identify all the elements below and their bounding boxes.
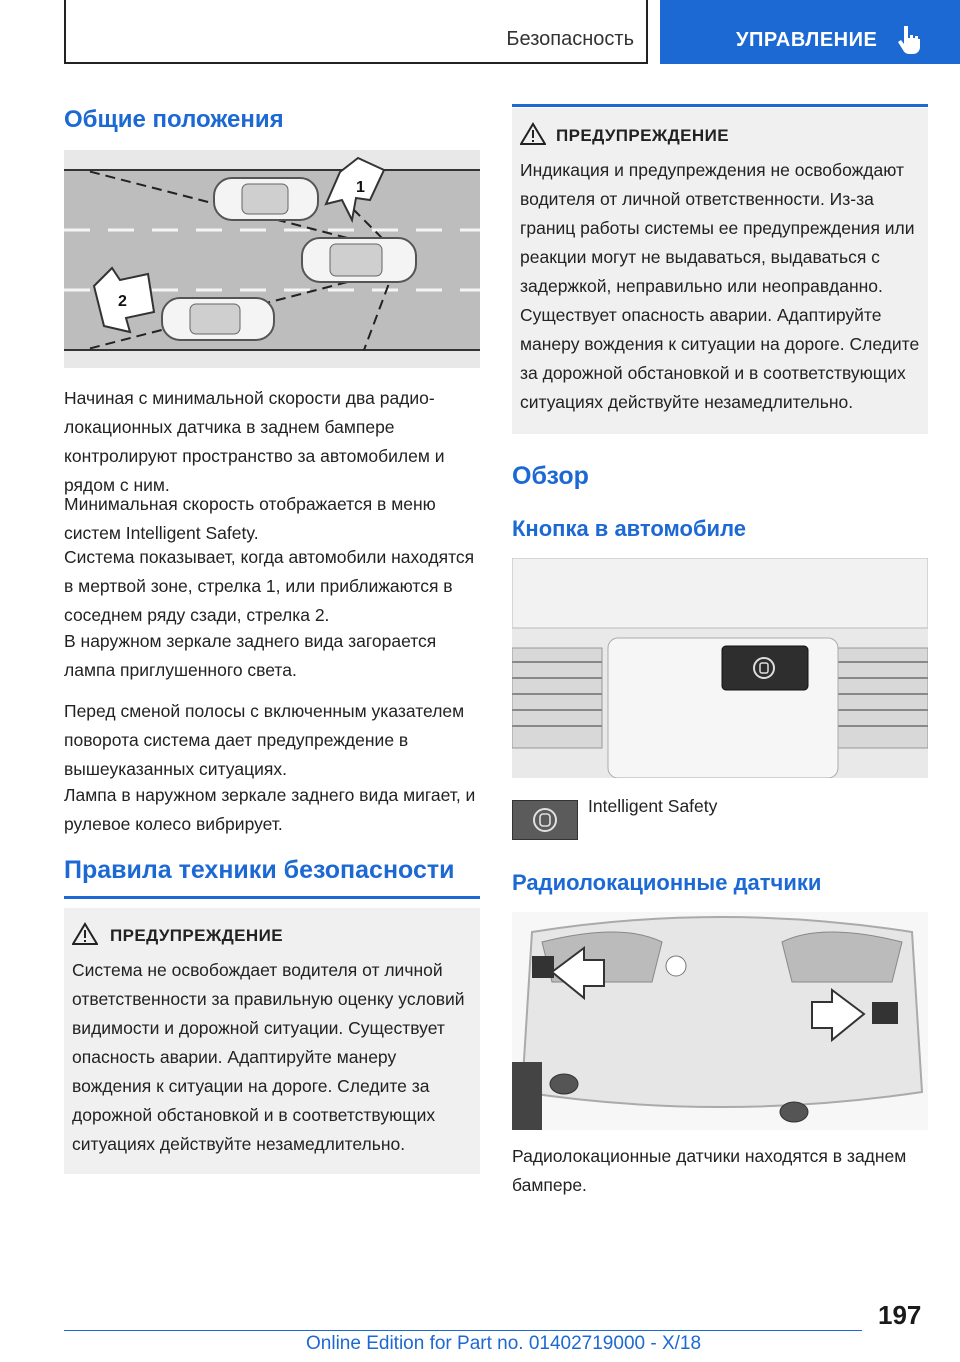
warning-triangle-icon bbox=[520, 122, 546, 146]
blind-spot-figure bbox=[64, 150, 480, 368]
car-rear-illustration bbox=[512, 912, 928, 1130]
car-top bbox=[214, 178, 318, 220]
arrow-1-label: 1 bbox=[356, 179, 365, 196]
heading-overview: Обзор bbox=[512, 462, 589, 490]
heading-safety-rules: Правила техники безопасности bbox=[64, 856, 455, 884]
intelligent-safety-button[interactable] bbox=[512, 800, 578, 840]
header-frame bbox=[64, 0, 648, 64]
warning-body: Система не освобождает водителя от личной ответственности за правильную оценку условий видимости и дорожной ситуации. Существует опасность аварии. Адаптируйте манеру вождения к ситуации на дороге. Следите за дорожной обстановкой и в соответствующих ситуациях действуйте незамедлительно. bbox=[72, 960, 465, 1154]
tab-upravlenie[interactable] bbox=[660, 0, 960, 64]
warning-triangle-icon bbox=[72, 922, 98, 946]
paragraph-4: В наружном зеркале заднего вида загорается лампа приглушенного света. bbox=[64, 631, 437, 680]
warning-box-right bbox=[512, 108, 928, 434]
heading-radar-sensors: Радиолокационные датчики bbox=[512, 870, 822, 895]
console-illustration bbox=[512, 558, 928, 778]
car-own bbox=[302, 238, 416, 282]
section-title: Безопасность bbox=[506, 28, 634, 50]
hand-pointer-icon bbox=[896, 24, 922, 54]
arrow-2-label: 2 bbox=[118, 293, 127, 310]
intelligent-safety-label: Intelligent Safety bbox=[588, 796, 718, 816]
section-separator bbox=[64, 896, 480, 899]
paragraph-5: Перед сменой полосы с включенным указателем поворота система дает предупреждение в вышеуказанных ситуациях. bbox=[64, 701, 465, 779]
footer-edition: Online Edition for Part no. 01402719000 - X/18 bbox=[306, 1333, 702, 1354]
paragraph-2: Минимальная скорость отображается в меню систем Intelligent Safety. bbox=[64, 494, 436, 543]
paragraph-6: Лампа в наружном зеркале заднего вида мигает, и рулевое колесо вибрирует. bbox=[64, 785, 476, 834]
warning-title: ПРЕДУПРЕЖДЕНИЕ bbox=[110, 926, 283, 945]
heading-button: Кнопка в автомобиле bbox=[512, 516, 746, 541]
blind-spot-illustration bbox=[64, 150, 480, 368]
footer-divider bbox=[64, 1330, 862, 1331]
heading-general: Общие положения bbox=[64, 106, 284, 133]
tab-label: УПРАВЛЕНИЕ bbox=[736, 29, 878, 51]
sensors-paragraph: Радиолокационные датчики находятся в заднем бампере. bbox=[512, 1146, 907, 1195]
warning-body: Индикация и предупреждения не освобождают водителя от личной ответственности. Из-за границ работы системы ее предупреждения или реакции могут не выдаваться, выдаваться с задержкой, неправильно или неоправданно. Существует опасность аварии. Адаптируйте манеру вождения к ситуации на дороге. Следите за дорожной обстановкой и в соответствующих ситуациях действуйте незамедлительно. bbox=[520, 160, 920, 412]
car-bottom bbox=[162, 298, 274, 340]
button-figure bbox=[512, 558, 928, 778]
rear-bumper-figure bbox=[512, 912, 928, 1130]
warning-title: ПРЕДУПРЕЖДЕНИЕ bbox=[556, 126, 729, 145]
paragraph-1: Начиная с минимальной скорости два радиолокационных датчика в заднем бампере контролируют пространство за автомобилем и рядом с ним. bbox=[64, 388, 445, 495]
warning-box-left bbox=[64, 908, 480, 1174]
paragraph-3: Система показывает, когда автомобили находятся в мертвой зоне, стрелка 1, или приближаются в соседнем ряду сзади, стрелка 2. bbox=[64, 547, 475, 625]
intelligent-safety-icon bbox=[513, 801, 577, 839]
page-number: 197 bbox=[878, 1300, 922, 1330]
warning-separator bbox=[512, 104, 928, 107]
